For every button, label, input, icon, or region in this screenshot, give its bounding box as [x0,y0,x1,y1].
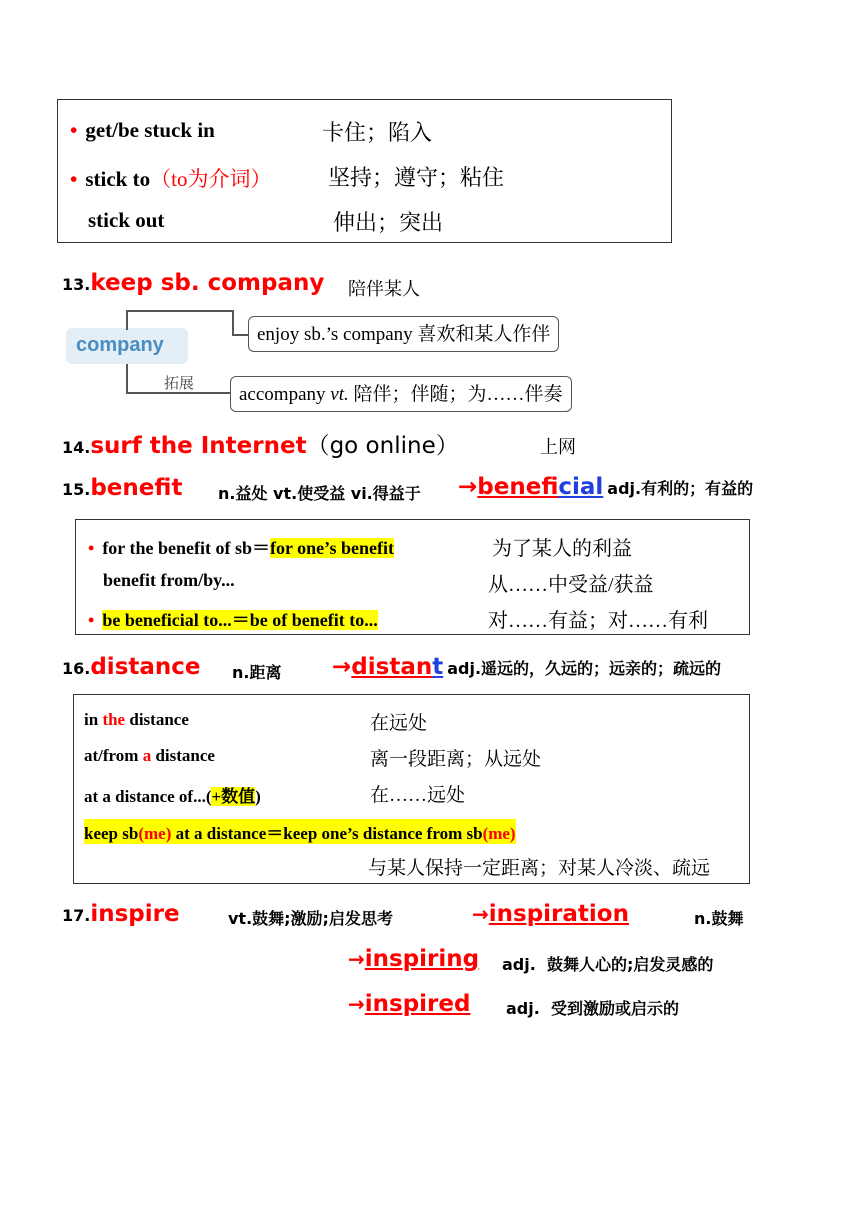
accompany-meaning: 陪伴；伴随；为……伴奏 [353,384,563,405]
company-diagram [62,306,662,418]
keyword-suffix: ce [171,654,201,680]
inspiration-derivative [472,901,629,927]
item-16-derivative [332,654,721,680]
derivative-meaning: adj.遥远的，久远的；远亲的；疏远的 [447,659,722,678]
bullet: • [70,167,78,191]
phrase-row [88,534,394,560]
derivative-word: benefi [477,474,559,500]
keyword-suffix: t [171,475,183,501]
accompany-pos: vt. [330,384,349,405]
item-15-meaning: n.益处 vt.使受益 vi.得益于 [218,484,421,503]
keyword: keep sb. company [90,270,325,296]
derivative-word: inspiration [488,901,629,927]
distance-phrases-box [73,694,750,884]
phrase-zh: 在……远处 [370,785,466,806]
phrase-keyword: the [102,710,126,729]
connector [126,364,128,392]
branch-accompany [230,376,572,412]
phrase-en-highlight: be beneficial to...＝be of benefit to... [102,610,378,630]
benefit-phrases-box [75,519,750,635]
keyword-extra: （go online） [306,433,459,459]
phrase-zh: 为了某人的利益 [492,538,632,560]
connector [232,310,234,336]
item-15-derivative [458,474,753,500]
phrase-note: （to为介词） [150,167,272,191]
phrase-part: at a distance＝keep one’s distance from sb [171,824,483,843]
bullet: • [70,118,78,142]
item-14-heading [62,427,459,460]
phrase-row [70,118,215,143]
phrase-part: distance [125,710,189,729]
phrase-en [84,782,261,807]
phrase-zh: 对……有益；对……有利 [488,610,708,632]
phrase-zh: 与某人保持一定距离；对某人冷淡、疏远 [368,858,711,879]
item-number: 14. [62,438,91,457]
item-13-meaning: 陪伴某人 [348,279,420,300]
item-16-heading [62,654,201,680]
item-17-heading [62,901,180,927]
stick-phrases-box [57,99,672,243]
derivative-suffix: cial [558,474,604,500]
extend-label: 拓展 [164,374,195,392]
phrase-part: keep sb [84,824,139,843]
item-number: 13. [62,275,91,294]
phrase-zh: 在远处 [370,713,428,734]
phrase-zh: 伸出；突出 [333,210,444,235]
phrase-part: at/from [84,746,143,765]
inspired-derivative [348,991,470,1017]
phrase-en: benefit from/by... [103,570,235,590]
keyword: distan [90,654,172,680]
derivative-meaning: adj. 鼓舞人心的;启发灵感的 [502,955,714,974]
derivative-suffix: t [432,654,444,680]
phrase-en [84,746,215,766]
phrase-zh: 从……中受益/获益 [488,574,654,596]
item-16-meaning: n.距离 [232,663,282,682]
phrase-keyword: (me) [482,824,516,843]
connector [126,310,234,312]
item-number: 17. [62,906,91,925]
phrase-part: distance [151,746,215,765]
phrase-keyword: a [142,746,152,765]
phrase-keyword: (me) [138,824,172,843]
phrase-en: stick out [88,208,165,232]
accompany-word: accompany [239,384,326,405]
item-13-heading [62,270,324,296]
phrase-en: get/be stuck in [85,118,215,142]
derivative-meaning: adj.有利的；有益的 [607,479,754,498]
keyword: surf the Internet [90,433,307,459]
inspiring-derivative [348,946,479,972]
derivative-word: distan [351,654,433,680]
phrase-en: stick to [85,167,151,191]
phrase-zh: 离一段距离；从远处 [370,749,542,770]
keyword: inspire [90,901,180,927]
phrase-row [70,163,271,193]
phrase-zh: 坚持；遵守；粘住 [328,165,505,190]
derivative-meaning: n.鼓舞 [694,909,744,928]
bullet: • [88,538,95,558]
item-15-heading [62,475,182,501]
branch-enjoy: enjoy sb.’s company 喜欢和某人作伴 [248,316,559,352]
derivative-word: inspiring [364,946,480,972]
derivative-meaning: adj. 受到激励或启示的 [506,999,679,1018]
arrow: → [332,654,352,680]
phrase-row [88,606,378,632]
phrase-en [84,710,189,730]
phrase-en-highlight: for one’s benefit [269,538,394,558]
phrase-part: ) [255,787,261,806]
phrase-en: for the benefit of sb＝ [102,538,270,558]
arrow: → [348,947,365,971]
arrow: → [348,992,365,1016]
item-number: 15. [62,480,91,499]
company-label: company [76,334,164,356]
item-number: 16. [62,659,91,678]
keyword: benefi [90,475,172,501]
arrow: → [472,902,489,926]
bullet: • [88,610,95,630]
connector [126,310,128,330]
phrase-highlight: +数值 [211,787,256,806]
phrase-zh: 卡住；陷入 [322,120,433,145]
phrase-part: at a distance of...( [84,787,212,806]
arrow: → [458,474,478,500]
item-17-meaning: vt.鼓舞;激励;启发思考 [228,909,393,928]
derivative-word: inspired [364,991,471,1017]
phrase-en-highlight [84,819,516,844]
item-14-meaning: 上网 [540,437,576,458]
phrase-part: in [84,710,103,729]
